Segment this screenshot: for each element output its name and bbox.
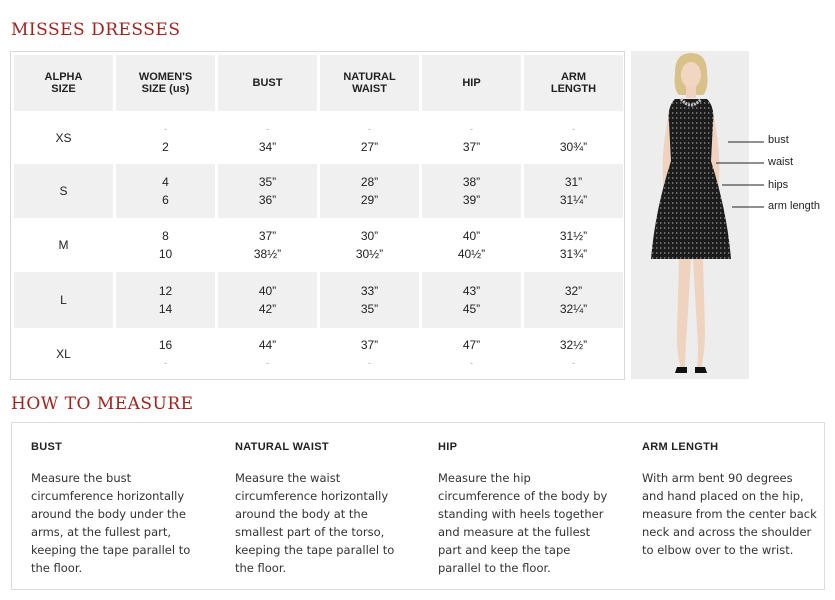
cell-line: 35” (360, 302, 379, 316)
cell-line: 33” (360, 284, 379, 298)
cell-womens (116, 328, 215, 379)
cell-line: - (164, 357, 167, 368)
header-womens-size: WOMEN'S SIZE (us) (116, 55, 215, 111)
measure-arm-length (642, 441, 817, 559)
measure-text: Measure the bust circumference horizontally around the body under the arms, at the fullest part, keeping the tape parallel to the floor. (31, 471, 191, 575)
cell-line: 12 (158, 284, 173, 298)
cell-alpha (14, 218, 113, 272)
cell-bust (218, 272, 317, 328)
table-row (11, 164, 624, 218)
header-hip: HIP (422, 55, 521, 111)
cell-line: 29” (360, 193, 379, 207)
alpha-size-value: XS (55, 130, 72, 145)
cell-arm (524, 111, 623, 164)
measure-natural-waist (235, 441, 410, 577)
measurement-callouts (700, 130, 835, 220)
measure-heading: HIP (438, 441, 458, 453)
table-row (11, 328, 624, 379)
measure-heading: BUST (31, 441, 63, 453)
cell-waist (320, 111, 419, 164)
header-natural-waist: NATURAL WAIST (320, 55, 419, 111)
alpha-size-value: XL (56, 346, 71, 361)
cell-alpha (14, 328, 113, 379)
cell-line: 43” (462, 284, 481, 298)
cell-line: - (470, 123, 473, 134)
cell-line: 39” (462, 193, 481, 207)
measure-bust (31, 441, 206, 577)
callout-waist: waist (768, 156, 794, 168)
cell-line: 40” (258, 284, 277, 298)
how-to-measure-panel (11, 422, 825, 590)
cell-line: 31½” (559, 229, 588, 243)
measure-text: Measure the hip circumference of the body by standing with heels together and measure at the fullest part and keep the tape parallel to the floor. (438, 471, 608, 575)
cell-line: 8 (162, 229, 169, 243)
measure-text: Measure the waist circumference horizontally around the body at the smallest part of the torso, keeping the tape parallel to the floor. (235, 471, 395, 575)
cell-line: 31¾” (559, 247, 588, 261)
cell-line: - (164, 123, 167, 134)
cell-line: 34” (258, 139, 277, 154)
cell-line: 47” (462, 337, 481, 352)
cell-line: 2 (162, 139, 169, 154)
cell-line: - (572, 357, 575, 368)
table-row (11, 111, 624, 164)
cell-line: 37” (360, 337, 379, 352)
cell-womens (116, 164, 215, 218)
size-table (10, 51, 625, 380)
cell-line: 35” (258, 175, 277, 189)
cell-line: 38” (462, 175, 481, 189)
cell-line: 31¼” (559, 193, 588, 207)
cell-hip (422, 328, 521, 379)
cell-bust (218, 111, 317, 164)
cell-line: 45” (462, 302, 481, 316)
cell-hip (422, 164, 521, 218)
cell-line: 36” (258, 193, 277, 207)
cell-line: 37” (462, 139, 481, 154)
cell-line: 14 (158, 302, 173, 316)
cell-line: 10 (158, 247, 173, 261)
alpha-size-value: S (59, 184, 68, 198)
cell-alpha (14, 164, 113, 218)
measure-text: With arm bent 90 degrees and hand placed on the hip, measure from the center back neck and across the shoulder to elbow over to the wrist. (642, 471, 817, 557)
cell-alpha (14, 272, 113, 328)
cell-waist (320, 272, 419, 328)
callout-arm-length: arm length (768, 200, 820, 212)
cell-bust (218, 164, 317, 218)
measure-hip (438, 441, 613, 577)
cell-line: 30¾” (559, 139, 588, 154)
cell-line: 38½” (253, 247, 282, 261)
cell-line: - (266, 123, 269, 134)
cell-arm (524, 328, 623, 379)
measure-heading: NATURAL WAIST (235, 441, 329, 453)
table-header-row (11, 52, 624, 111)
cell-line: 31” (564, 175, 583, 189)
cell-line: - (368, 123, 371, 134)
cell-line: 37” (258, 229, 277, 243)
cell-hip (422, 218, 521, 272)
cell-line: 4 (162, 175, 169, 189)
cell-line: - (470, 357, 473, 368)
cell-line: - (368, 357, 371, 368)
cell-bust (218, 218, 317, 272)
cell-waist (320, 164, 419, 218)
cell-line: 32¼” (559, 302, 588, 316)
callout-hips: hips (768, 179, 789, 191)
cell-hip (422, 111, 521, 164)
table-row (11, 218, 624, 272)
cell-line: 16 (158, 337, 173, 352)
cell-line: 40½” (457, 247, 486, 261)
header-bust: BUST (218, 55, 317, 111)
cell-womens (116, 272, 215, 328)
cell-alpha (14, 111, 113, 164)
how-to-measure-title: HOW TO MEASURE (11, 394, 194, 414)
cell-line: - (572, 123, 575, 134)
cell-arm (524, 164, 623, 218)
cell-line: 6 (162, 193, 169, 207)
cell-line: 30½” (355, 247, 384, 261)
cell-line: 28” (360, 175, 379, 189)
size-chart-title: MISSES DRESSES (11, 20, 181, 40)
cell-waist (320, 328, 419, 379)
cell-bust (218, 328, 317, 379)
cell-arm (524, 272, 623, 328)
callout-bust: bust (768, 134, 789, 146)
cell-hip (422, 272, 521, 328)
cell-line: - (266, 357, 269, 368)
cell-line: 32½” (559, 337, 588, 352)
header-alpha-size: ALPHA SIZE (14, 55, 113, 111)
cell-line: 40” (462, 229, 481, 243)
cell-line: 42” (258, 302, 277, 316)
cell-line: 44” (258, 337, 277, 352)
alpha-size-value: L (60, 293, 67, 307)
cell-waist (320, 218, 419, 272)
cell-womens (116, 111, 215, 164)
alpha-size-value: M (58, 238, 69, 252)
cell-arm (524, 218, 623, 272)
cell-line: 32” (564, 284, 583, 298)
measure-heading: ARM LENGTH (642, 441, 719, 453)
cell-womens (116, 218, 215, 272)
cell-line: 27” (360, 139, 379, 154)
header-arm-length: ARM LENGTH (524, 55, 623, 111)
cell-line: 30” (360, 229, 379, 243)
table-row (11, 272, 624, 328)
